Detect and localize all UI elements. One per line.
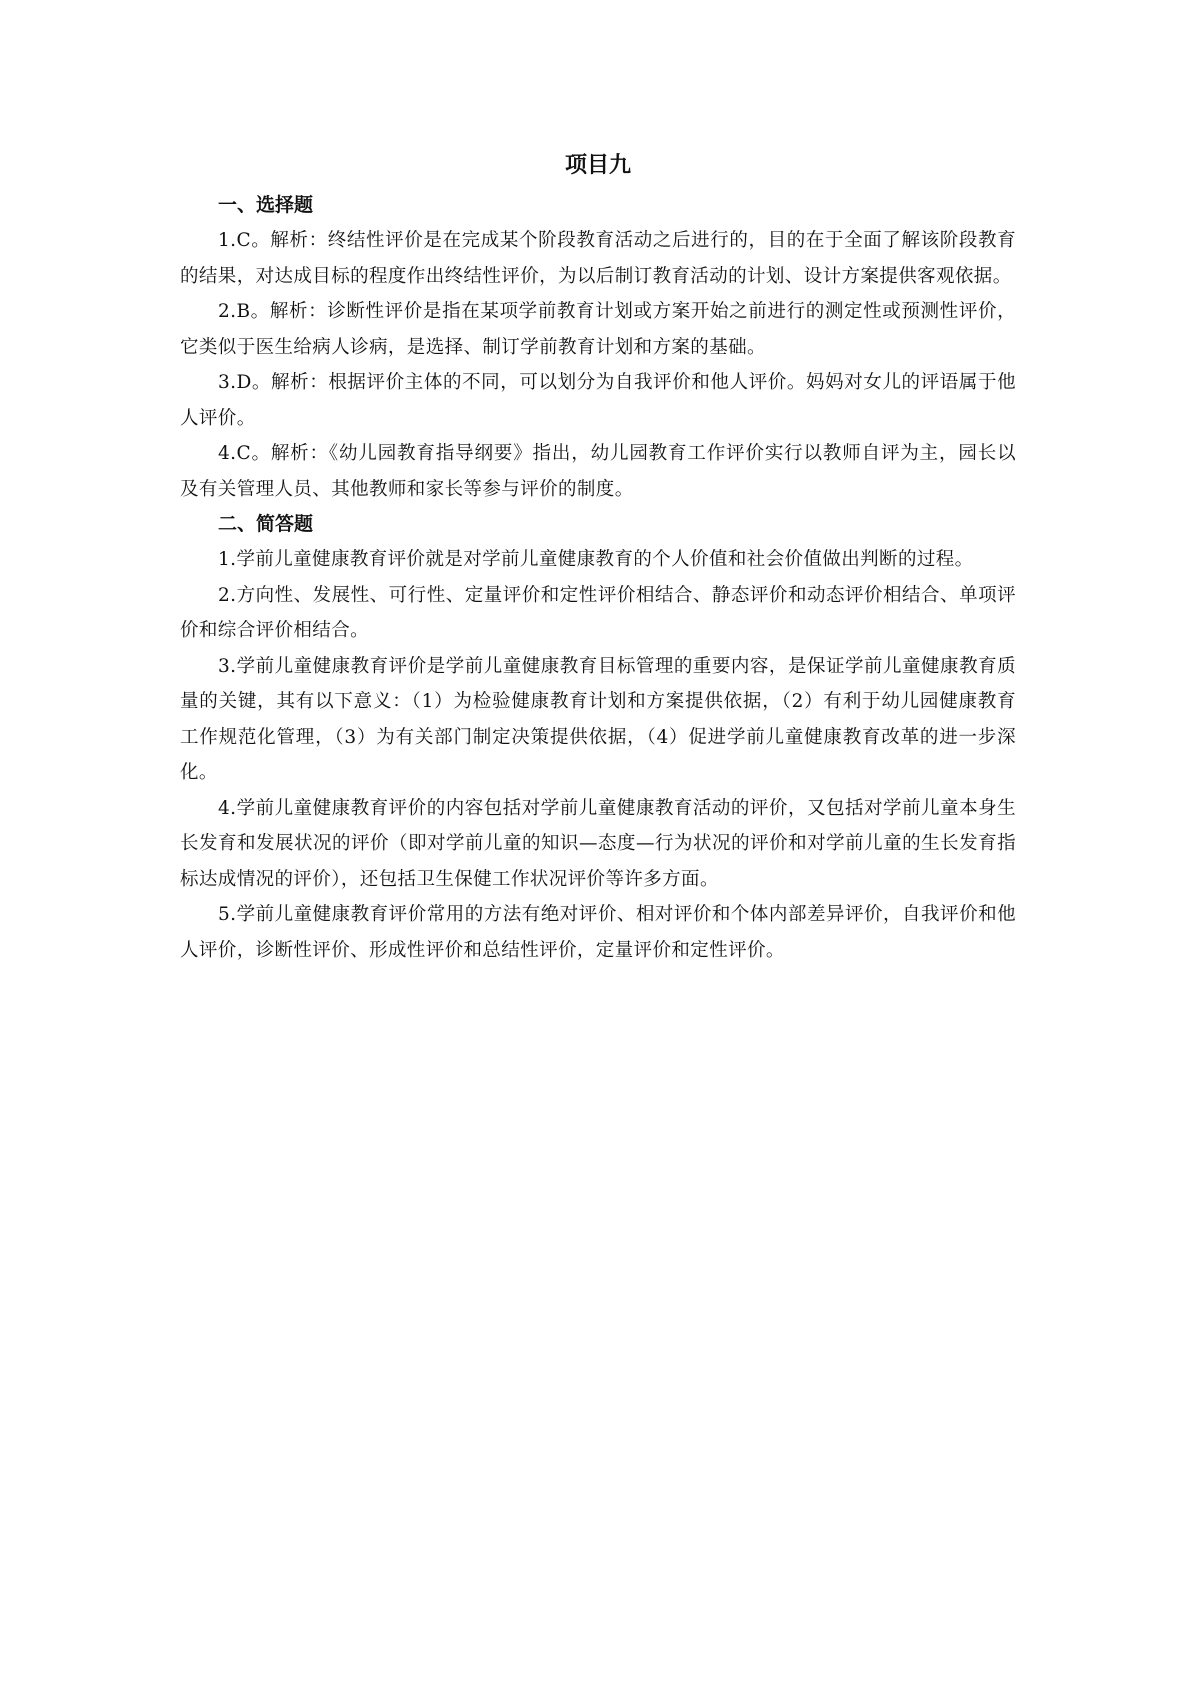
document-title: 项目九 <box>564 153 631 178</box>
answer-paragraph: 1.学前儿童健康教育评价就是对学前儿童健康教育的个人价值和社会价值做出判断的过程。 <box>218 549 974 570</box>
answer-paragraph: 3.D。解析：根据评价主体的不同，可以划分为自我评价和他人评价。妈妈对女儿的评语属于他人评价。 <box>180 372 1016 429</box>
section-short-answer <box>180 507 1016 968</box>
answer-paragraph: 1.C。解析：终结性评价是在完成某个阶段教育活动之后进行的，目的在于全面了解该阶段教育的结果，对达成目标的程度作出终结性评价，为以后制订教育活动的计划、设计方案提供客观依据。 <box>180 230 1016 287</box>
section-multiple-choice <box>180 188 1016 507</box>
answer-paragraph: 2.B。解析：诊断性评价是指在某项学前教育计划或方案开始之前进行的测定性或预测性评价，它类似于医生给病人诊病，是选择、制订学前教育计划和方案的基础。 <box>180 301 1016 358</box>
answer-paragraph: 3.学前儿童健康教育评价是学前儿童健康教育目标管理的重要内容，是保证学前儿童健康教育质量的关键，其有以下意义：（1）为检验健康教育计划和方案提供依据，（2）有利于幼儿园健康教育工作规范化管理，（3）为有关部门制定决策提供依据，（4）促进学前儿童健康教育改革的进一步深化。 <box>180 655 1016 783</box>
section-heading: 一、选择题 <box>218 194 314 216</box>
answer-paragraph: 2.方向性、发展性、可行性、定量评价和定性评价相结合、静态评价和动态评价相结合、单项评价和综合评价相结合。 <box>180 584 1016 641</box>
answer-paragraph: 4.C。解析：《幼儿园教育指导纲要》指出，幼儿园教育工作评价实行以教师自评为主，园长以及有关管理人员、其他教师和家长等参与评价的制度。 <box>180 443 1016 500</box>
document-page <box>180 150 1016 968</box>
section-heading: 二、简答题 <box>218 513 314 535</box>
answer-paragraph: 4.学前儿童健康教育评价的内容包括对学前儿童健康教育活动的评价，又包括对学前儿童本身生长发育和发展状况的评价（即对学前儿童的知识—态度—行为状况的评价和对学前儿童的生长发育指标达成情况的评价），还包括卫生保健工作状况评价等许多方面。 <box>180 797 1016 890</box>
answer-paragraph: 5.学前儿童健康教育评价常用的方法有绝对评价、相对评价和个体内部差异评价，自我评价和他人评价，诊断性评价、形成性评价和总结性评价，定量评价和定性评价。 <box>180 904 1016 961</box>
